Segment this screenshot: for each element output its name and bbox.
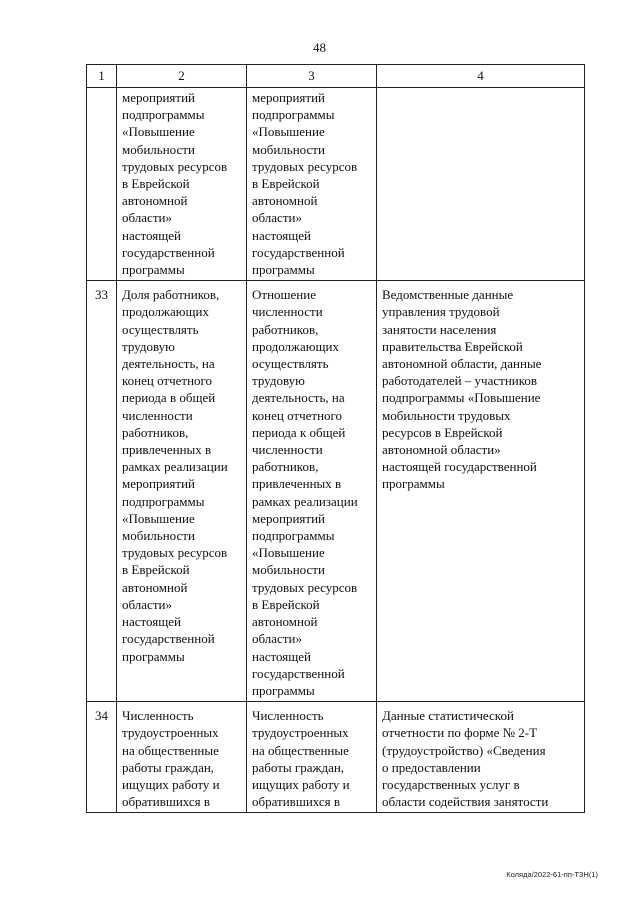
cell-text-line: работы граждан, [122, 759, 215, 775]
header-col-2: 2 [117, 65, 247, 88]
cell-text-line: области» [252, 210, 302, 226]
cell-text-line: рамках реализации [252, 493, 358, 509]
cell-text-line: ресурсов в Еврейской [382, 424, 503, 440]
cell-text-line: подпрограммы [122, 107, 205, 123]
cell-text-line: на общественные [122, 742, 219, 758]
cell-text-line: автономной [252, 614, 318, 630]
cell-text-line: «Повышение [122, 124, 195, 140]
cell-text-line: автономной [122, 579, 188, 595]
header-col-1: 1 [87, 65, 117, 88]
cell-text-line: работников, [252, 321, 319, 337]
cell-text-line: работодателей – участников [382, 373, 538, 389]
cell-text-line: в Еврейской [252, 176, 320, 192]
cell-text-line: настоящей [122, 614, 181, 630]
cell-text-line: численности [252, 304, 323, 320]
cell-text-line: продолжающих [252, 338, 339, 354]
cell-text-line: (трудоустройство) «Сведения [382, 742, 546, 758]
calculation-method-cell [247, 702, 377, 813]
cell-text-line: программы [382, 476, 445, 492]
calculation-method-cell [247, 281, 377, 702]
cell-text-line: мобильности [122, 141, 195, 157]
cell-text-line: трудовых ресурсов [252, 579, 358, 595]
cell-text-line: Отношение [252, 287, 316, 303]
cell-text-line: мобильности [252, 141, 325, 157]
cell-text-line: Численность [252, 708, 324, 724]
cell-text-line: государственной [122, 244, 215, 260]
cell-text-line: области» [122, 210, 172, 226]
cell-text-line: Ведомственные данные [382, 287, 514, 303]
cell-text-line: на общественные [252, 742, 349, 758]
cell-text-line: периода в общей [122, 390, 216, 406]
cell-text-line: мероприятий [252, 90, 325, 105]
cell-text-line: деятельность, на [122, 356, 215, 372]
table-row-33 [87, 281, 585, 702]
cell-text-line: обратившихся в [122, 794, 211, 810]
cell-text-line: области содействия занятости [382, 794, 549, 810]
cell-text-line: мероприятий [252, 510, 325, 526]
cell-text-line: привлеченных в [252, 476, 342, 492]
cell-text-line: подпрограммы [252, 528, 335, 544]
cell-text-line: подпрограммы «Повышение [382, 390, 541, 406]
cell-text-line: программы [122, 262, 185, 278]
cell-text-line: трудовых ресурсов [122, 545, 228, 561]
cell-text-line: продолжающих [122, 304, 209, 320]
data-source-cell [377, 702, 585, 813]
cell-text-line: трудовую [252, 373, 305, 389]
cell-text-line: трудовых ресурсов [252, 158, 358, 174]
cell-text-line: численности [122, 407, 193, 423]
indicators-table [86, 64, 585, 813]
cell-text-line: трудоустроенных [122, 725, 219, 741]
header-col-3: 3 [247, 65, 377, 88]
cell-text-line: «Повышение [122, 510, 195, 526]
cell-text-line: конец отчетного [252, 407, 343, 423]
cell-text-line: осуществлять [252, 356, 329, 372]
cell-text-line: ищущих работу и [252, 776, 350, 792]
cell-text-line: периода к общей [252, 424, 346, 440]
cell-text-line: отчетности по форме № 2-Т [382, 725, 538, 741]
cell-text-line: области» [252, 631, 302, 647]
cell-text-line: правительства Еврейской [382, 338, 523, 354]
page-number: 48 [313, 40, 326, 55]
cell-text-line: настоящей [122, 227, 181, 243]
cell-text-line: Данные статистической [382, 708, 514, 724]
data-source-cell [377, 88, 585, 281]
cell-text-line: Численность [122, 708, 194, 724]
cell-text-line: настоящей [252, 227, 311, 243]
cell-text-line: государственной [122, 631, 215, 647]
cell-text-line: конец отчетного [122, 373, 213, 389]
data-source-cell [377, 281, 585, 702]
indicator-name-cell [117, 702, 247, 813]
cell-text-line: подпрограммы [122, 493, 205, 509]
row-number [87, 88, 117, 281]
calculation-method-cell [247, 88, 377, 281]
cell-text-line: обратившихся в [252, 794, 341, 810]
row-number: 34 [87, 702, 117, 813]
row-number: 33 [87, 281, 117, 702]
cell-text-line: настоящей [252, 648, 311, 664]
cell-text-line: работы граждан, [252, 759, 345, 775]
cell-text-line: автономной области» [382, 442, 501, 458]
cell-text-line: привлеченных в [122, 442, 212, 458]
cell-text-line: программы [122, 648, 185, 664]
cell-text-line: численности [252, 442, 323, 458]
header-col-4: 4 [377, 65, 585, 88]
cell-text-line: в Еврейской [252, 596, 320, 612]
cell-text-line: работников, [122, 424, 189, 440]
cell-text-line: автономной области, данные [382, 356, 542, 372]
cell-text-line: ищущих работу и [122, 776, 220, 792]
cell-text-line: автономной [252, 193, 318, 209]
cell-text-line: автономной [122, 193, 188, 209]
cell-text-line: программы [252, 682, 315, 698]
cell-text-line: настоящей государственной [382, 459, 537, 475]
cell-text-line: осуществлять [122, 321, 199, 337]
cell-text-line: мероприятий [122, 90, 195, 105]
table-row-continuation [87, 88, 585, 281]
cell-text-line: государственной [252, 665, 345, 681]
cell-text-line: мобильности [122, 528, 195, 544]
table-header-row [87, 65, 585, 88]
cell-text-line: мобильности трудовых [382, 407, 511, 423]
cell-text-line: работников, [252, 459, 319, 475]
indicator-name-cell [117, 281, 247, 702]
cell-text-line: деятельность, на [252, 390, 345, 406]
indicator-name-cell [117, 88, 247, 281]
cell-text-line: «Повышение [252, 545, 325, 561]
cell-text-line: рамках реализации [122, 459, 228, 475]
cell-text-line: трудоустроенных [252, 725, 349, 741]
document-reference: Коляда/2022-61-пп-ТЗН(1) [506, 870, 598, 879]
cell-text-line: подпрограммы [252, 107, 335, 123]
cell-text-line: в Еврейской [122, 176, 190, 192]
cell-text-line: мероприятий [122, 476, 195, 492]
cell-text-line: государственных услуг в [382, 776, 520, 792]
cell-text-line: управления трудовой [382, 304, 500, 320]
cell-text-line: о предоставлении [382, 759, 481, 775]
cell-text-line: области» [122, 596, 172, 612]
cell-text-line: занятости населения [382, 321, 497, 337]
cell-text-line: Доля работников, [122, 287, 220, 303]
cell-text-line: трудовых ресурсов [122, 158, 228, 174]
cell-text-line: программы [252, 262, 315, 278]
cell-text-line: в Еврейской [122, 562, 190, 578]
cell-text-line: государственной [252, 244, 345, 260]
cell-text-line: «Повышение [252, 124, 325, 140]
cell-text-line: мобильности [252, 562, 325, 578]
table-row-34 [87, 702, 585, 813]
cell-text-line: трудовую [122, 338, 175, 354]
